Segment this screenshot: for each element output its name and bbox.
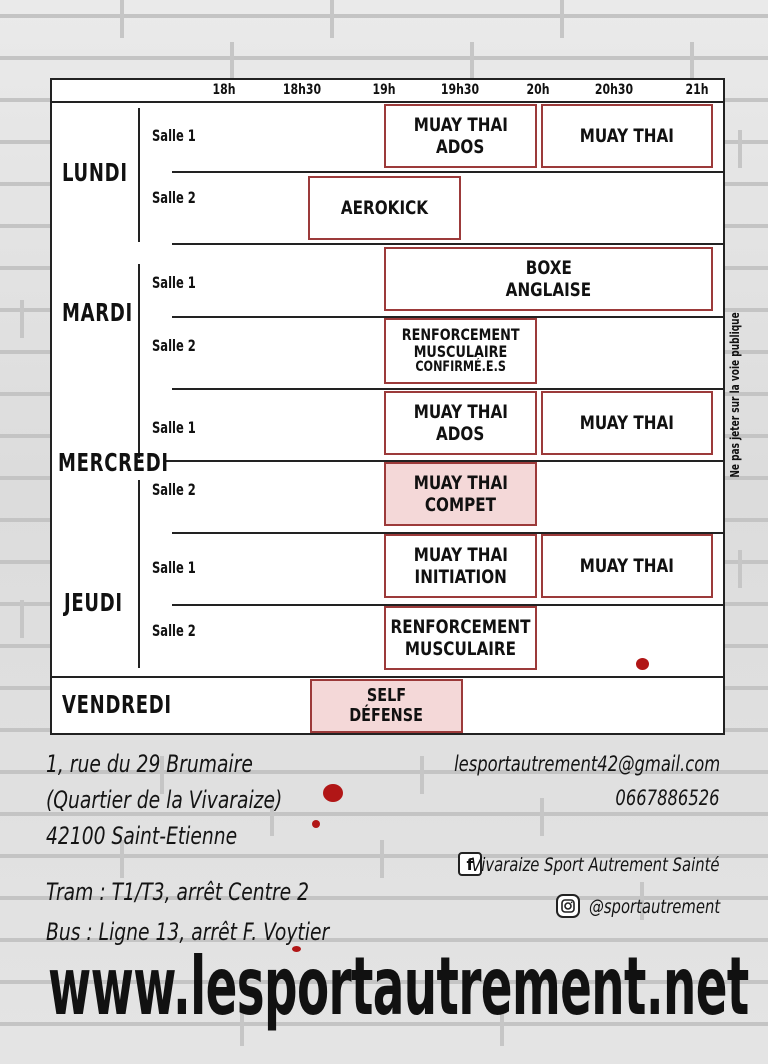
paint-splatter <box>312 820 320 828</box>
class-box-jeudi-muay-thai-initiation: MUAY THAI INITIATION <box>384 534 537 598</box>
class-box-lundi-aerokick: AEROKICK <box>308 176 461 240</box>
room-label: Salle 2 <box>152 336 196 355</box>
facebook-icon: f <box>458 852 482 876</box>
room-label: Salle 1 <box>152 126 196 145</box>
day-label-mardi: MARDI <box>62 298 133 327</box>
class-box-jeudi-muay-thai: MUAY THAI <box>541 534 713 598</box>
class-box-mercredi-muay-thai-ados: MUAY THAI ADOS <box>384 391 537 455</box>
time-label: 18h <box>212 82 236 98</box>
time-label: 18h30 <box>282 82 322 98</box>
room-label: Salle 2 <box>152 480 196 499</box>
class-box-mercredi-muay-thai-compet: MUAY THAI COMPET <box>384 462 537 526</box>
class-box-vendredi-self-defense: SELF DÉFENSE <box>310 679 463 733</box>
day-label-vendredi: VENDREDI <box>62 690 172 719</box>
row-line <box>52 676 723 678</box>
time-label: 20h <box>526 82 550 98</box>
day-separator <box>138 480 140 668</box>
class-box-mercredi-muay-thai: MUAY THAI <box>541 391 713 455</box>
bus-info: Bus : Ligne 13, arrêt F. Voytier <box>46 918 330 946</box>
paint-splatter <box>636 658 649 670</box>
header-divider <box>52 101 723 103</box>
row-line <box>172 243 723 245</box>
time-label: 21h <box>685 82 709 98</box>
side-note: Ne pas jeter sur la voie publique <box>728 312 742 478</box>
address-line-3: 42100 Saint-Etienne <box>46 822 238 850</box>
schedule-table <box>50 78 725 735</box>
day-label-jeudi: JEUDI <box>64 588 123 617</box>
room-label: Salle 1 <box>152 418 196 437</box>
room-label: Salle 2 <box>152 621 196 640</box>
paint-splatter <box>323 784 343 802</box>
class-box-lundi-muay-thai: MUAY THAI <box>541 104 713 168</box>
day-label-mercredi: MERCREDI <box>58 448 169 477</box>
time-label: 19h30 <box>440 82 480 98</box>
class-box-mardi-boxe-anglaise: BOXE ANGLAISE <box>384 247 713 311</box>
day-label-lundi: LUNDI <box>62 158 128 187</box>
address-line-2: (Quartier de la Vivaraize) <box>46 786 283 814</box>
website-url[interactable]: www.lesportautrement.net <box>48 940 749 1033</box>
time-label: 19h <box>372 82 396 98</box>
room-label: Salle 1 <box>152 558 196 577</box>
class-box-mardi-renforcement: RENFORCEMENT MUSCULAIRE CONFIRMÉ.E.S <box>384 318 537 384</box>
facebook-page[interactable]: Vivaraize Sport Autrement Sainté <box>471 854 720 876</box>
day-separator <box>138 108 140 242</box>
phone-number[interactable]: 0667886526 <box>615 786 720 810</box>
time-label: 20h30 <box>594 82 634 98</box>
room-label: Salle 1 <box>152 273 196 292</box>
row-line <box>172 388 723 390</box>
address-line-1: 1, rue du 29 Brumaire <box>46 750 253 778</box>
room-label: Salle 2 <box>152 188 196 207</box>
instagram-handle[interactable]: @sportautrement <box>588 896 720 918</box>
class-box-jeudi-renforcement: RENFORCEMENT MUSCULAIRE <box>384 606 537 670</box>
tram-info: Tram : T1/T3, arrêt Centre 2 <box>46 878 310 906</box>
day-separator <box>138 264 140 458</box>
email-link[interactable]: lesportautrement42@gmail.com <box>453 752 720 776</box>
row-line <box>172 171 723 173</box>
class-box-lundi-muay-thai-ados: MUAY THAI ADOS <box>384 104 537 168</box>
instagram-icon <box>556 894 580 918</box>
